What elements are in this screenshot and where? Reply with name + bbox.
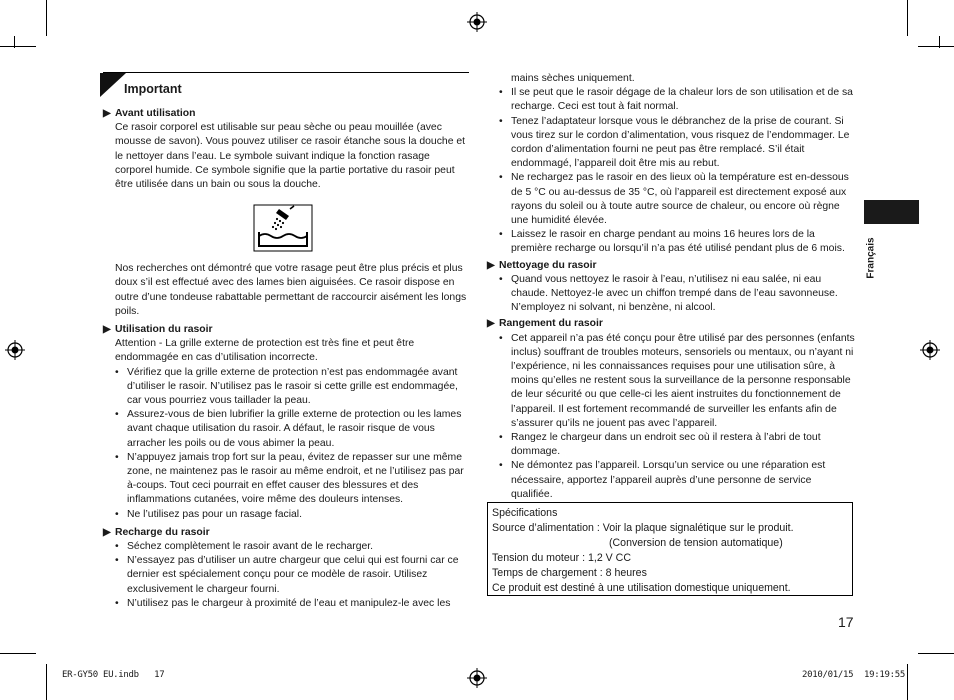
section-heading-charging: ▶ Recharge du rasoir bbox=[103, 526, 469, 540]
crop-mark bbox=[918, 46, 954, 47]
list-item: • Ne l’utilisez pas pour un rasage facial. bbox=[115, 508, 303, 520]
registration-mark-icon bbox=[467, 12, 487, 32]
crop-mark bbox=[0, 653, 36, 654]
arrow-right-icon: ▶ bbox=[487, 318, 495, 330]
specs-motor: Tension du moteur : 1,2 V CC bbox=[492, 552, 631, 564]
list-item: • N’appuyez jamais trop fort sur la peau, évitez de repasser sur une même zone, ne maintenez pas le rasoir au même endroit, et ne l’utilisez pas par à-coups. Tout ceci pourrait en effet causer des blessures et des inflammations cutanées, voire même des douleurs intenses. bbox=[115, 451, 464, 506]
before-use-paragraph: Ce rasoir corporel est utilisable sur peau sèche ou peau mouillée (avec mousse de savon). Vous pouvez utiliser ce rasoir étanche sous la douche et le nettoyer dans l’eau. Le symbole suivant indique la fonction rasage corporel humide. Ce symbole signifie que la partie portative du rasoir peut être utilisée dans un bain ou sous la douche. bbox=[115, 122, 466, 191]
arrow-right-icon: ▶ bbox=[103, 324, 111, 336]
list-item: • Il se peut que le rasoir dégage de la chaleur lors de son utilisation et de sa recharge. Ceci est tout à fait normal. bbox=[499, 87, 853, 113]
specs-power: Source d’alimentation : Voir la plaque signalétique sur le produit. bbox=[492, 522, 794, 534]
list-item: • Cet appareil n’a pas été conçu pour être utilisé par des personnes (enfants inclus) souffrant de troubles moteurs, sensoriels ou mentaux, ou n’ayant ni l’expérience, ni les connaissances requises pour une utilisation sûre, à moins qu’elles ne restent sous la surveillance de la personne responsable de leur sécurité ou que celle-ci les aient instruites du fonctionnement de l’appareil. Il est fortement recommandé de surveiller les enfants afin de s’assurer qu’ils ne jouent pas avec l’appareil. bbox=[499, 332, 855, 429]
crop-mark bbox=[46, 664, 47, 700]
list-item: • Tenez l’adaptateur lorsque vous le débranchez de la prise de courant. Si vous tirez sur le cordon d’alimentation, vous risquez de l’endommager. Le cordon d’alimentation fourni ne peut pas être remplacé. S’il était endommagé, l’appareil doit être mis au rebut. bbox=[499, 115, 850, 170]
list-item: • Vérifiez que la grille externe de protection n’est pas endommagée avant d’utiliser le rasoir. N’utilisez pas le rasoir si cette grille est endommagée, car vous pourriez vous taillader la peau. bbox=[115, 366, 458, 407]
shower-bath-symbol bbox=[103, 192, 469, 262]
specs-usage: Ce produit est destiné à une utilisation domestique uniquement. bbox=[492, 582, 791, 594]
important-title: Important bbox=[124, 82, 182, 96]
footer-file: ER-GY50 EU.indb 17 bbox=[62, 670, 165, 680]
list-item: • Laissez le rasoir en charge pendant au moins 16 heures lors de la première recharge ou lorsqu’il n’a pas été utilisé pendant plus de 6 mois. bbox=[499, 229, 845, 255]
list-item: • Rangez le chargeur dans un endroit sec où il restera à l’abri de tout dommage. bbox=[499, 432, 821, 458]
specs-power-conversion: (Conversion de tension automatique) bbox=[609, 537, 783, 549]
crop-mark bbox=[918, 653, 954, 654]
specifications-box bbox=[487, 502, 853, 596]
list-item: • Séchez complètement le rasoir avant de le recharger. bbox=[115, 541, 374, 553]
left-column bbox=[103, 72, 469, 611]
important-triangle-icon bbox=[100, 73, 126, 97]
before-use-paragraph-2: Nos recherches ont démontré que votre rasage peut être plus précis et plus doux s’il est effectué avec des lames bien aiguisées. Ce rasoir dispose en outre d’une tondeuse rabattable permettant de raccourcir aisément les longs poils. bbox=[115, 263, 467, 317]
crop-mark bbox=[939, 36, 940, 48]
right-column bbox=[487, 72, 855, 502]
arrow-right-icon: ▶ bbox=[103, 108, 111, 119]
section-heading-cleaning: ▶ Nettoyage du rasoir bbox=[487, 259, 855, 273]
crop-mark bbox=[46, 0, 47, 36]
specs-title: Spécifications bbox=[492, 507, 558, 519]
list-item: • Quand vous nettoyez le rasoir à l’eau, n’utilisez ni eau salée, ni eau chaude. Nettoyez-le avec un chiffon trempé dans de l’eau savonneuse. N’employez ni solvant, ni benzène, ni alcool. bbox=[499, 273, 838, 314]
footer-time: 19:19:55 bbox=[864, 670, 905, 680]
language-tab bbox=[864, 200, 919, 224]
registration-mark-icon bbox=[5, 340, 25, 360]
section-heading-storage: ▶ Rangement du rasoir bbox=[487, 317, 855, 331]
usage-paragraph: Attention - La grille externe de protection est très fine et peut être endommagée en cas d’utilisation incorrecte. bbox=[115, 338, 415, 364]
footer-date: 2010/01/15 bbox=[802, 670, 854, 680]
arrow-right-icon: ▶ bbox=[487, 259, 495, 271]
registration-mark-icon bbox=[467, 668, 487, 688]
section-heading-before-use: ▶ Avant utilisation bbox=[103, 107, 469, 121]
section-heading-usage: ▶ Utilisation du rasoir bbox=[103, 323, 469, 337]
list-item: • Assurez-vous de bien lubrifier la grille externe de protection ou les lames avant chaque utilisation du rasoir. A défaut, le rasoir risque de vous arracher les poils ou de vous abimer la peau. bbox=[115, 409, 462, 449]
crop-mark bbox=[907, 664, 908, 700]
shower-bath-icon bbox=[253, 204, 313, 252]
arrow-right-icon: ▶ bbox=[103, 526, 111, 538]
crop-mark bbox=[14, 36, 15, 48]
specs-charge-time: Temps de chargement : 8 heures bbox=[492, 567, 647, 579]
page-number: 17 bbox=[838, 614, 854, 630]
important-header bbox=[103, 72, 469, 99]
crop-mark bbox=[0, 46, 36, 47]
continuation-text: mains sèches uniquement. bbox=[511, 73, 635, 84]
crop-mark bbox=[907, 0, 908, 36]
list-item: • Ne démontez pas l’appareil. Lorsqu’un service ou une réparation est nécessaire, apportez l’appareil auprès d’une personne de service qualifiée. bbox=[499, 460, 826, 500]
list-item: • Ne rechargez pas le rasoir en des lieux où la température est en-dessous de 5 °C ou au-dessus de 35 °C, où l’appareil est directement exposé aux rayons du soleil ou à toute autre source de chaleur, ou encore où règne une humidité élevée. bbox=[499, 172, 849, 227]
list-item: • N’utilisez pas le chargeur à proximité de l’eau et manipulez-le avec les bbox=[115, 597, 451, 609]
list-item: • N’essayez pas d’utiliser un autre chargeur que celui qui est fourni car ce dernier est spécialement conçu pour ce modèle de rasoir. Utilisez exclusivement le chargeur fourni. bbox=[115, 555, 459, 595]
language-label: Français bbox=[865, 237, 877, 279]
registration-mark-icon bbox=[920, 340, 940, 360]
